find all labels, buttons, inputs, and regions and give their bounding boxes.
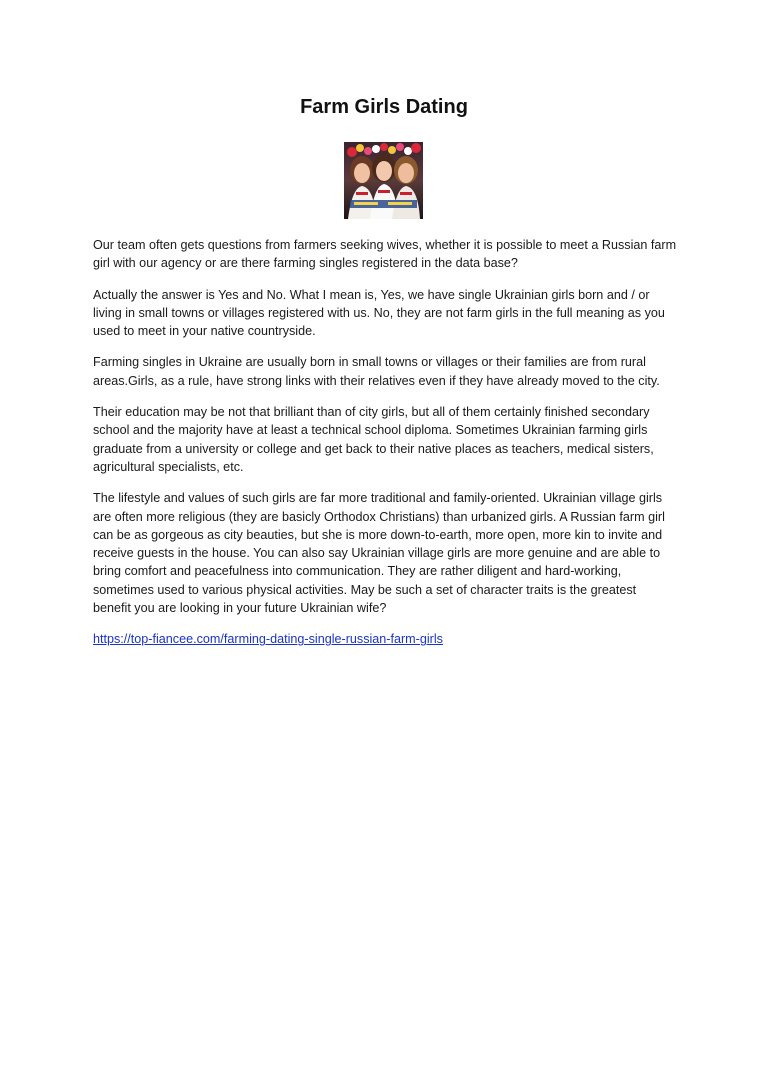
source-link-paragraph: [93, 630, 677, 648]
article-body: [93, 236, 677, 662]
paragraph-1: Our team often gets questions from farmers seeking wives, whether it is possible to meet a Russian farm girl with our agency or are there farming singles registered in the data base?: [93, 238, 677, 271]
source-link[interactable]: https://top-fiancee.com/farming-dating-single-russian-farm-girls: [93, 632, 443, 647]
girls-photo-icon: [344, 142, 423, 219]
paragraph-4: Their education may be not that brilliant than of city girls, but all of them certainly finished secondary school and the majority have at least a technical school diploma. Sometimes Ukrainian farming girls graduate from a university or college and get back to their native places as teachers, medical sisters, agricultural specialists, etc.: [93, 405, 654, 474]
girls-photo: [344, 142, 423, 219]
paragraph-5: The lifestyle and values of such girls are far more traditional and family-oriented. Ukrainian village girls are often more religious (they are basicly Orthodox Christians) than urbanized girls. A Russian farm girl can be as gorgeous as city beauties, but she is more down-to-earth, more open, more kin to invite and receive guests in the house. You can also say Ukrainian village girls are more genuine and are able to bring comfort and peacefulness into communication. They are rather diligent and hard-working, sometimes used to various physical activities. May be such a set of character traits is the greatest benefit you are looking in your future Ukrainian wife?: [93, 491, 665, 616]
paragraph-2: Actually the answer is Yes and No. What I mean is, Yes, we have single Ukrainian girls born and / or living in small towns or villages registered with us. No, they are not farm girls in the full meaning as you used to meet in your native countryside.: [93, 287, 665, 339]
page-title: Farm Girls Dating: [300, 96, 468, 118]
paragraph-3: Farming singles in Ukraine are usually born in small towns or villages or their families are from rural areas.Girls, as a rule, have strong links with their relatives even if they have already moved to the city.: [93, 355, 660, 388]
